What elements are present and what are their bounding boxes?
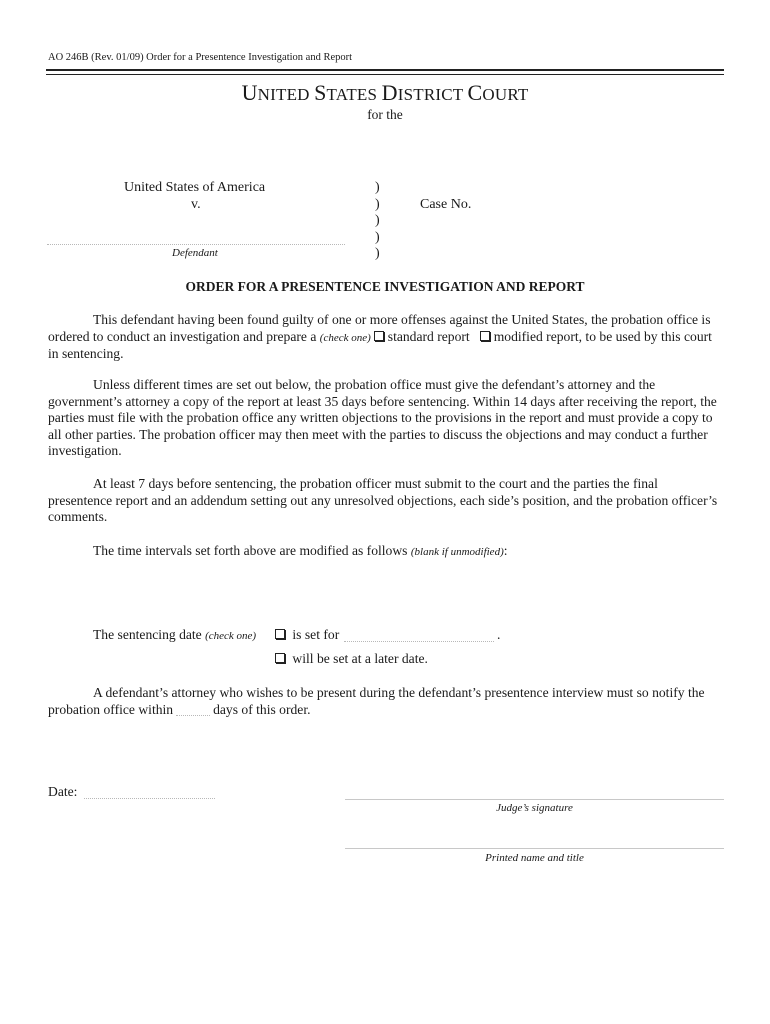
case-number-label: Case No.	[420, 197, 472, 212]
modified-report-checkbox[interactable]	[480, 331, 490, 341]
header-rule-thick	[46, 69, 724, 71]
versus-label: v.	[191, 197, 201, 212]
defendant-name-field[interactable]	[47, 244, 345, 245]
standard-report-checkbox[interactable]	[374, 331, 384, 341]
paragraph-interview-notice: A defendant’s attorney who wishes to be present during the defendant’s presentence interview must so notify the probation office within days of this order.	[48, 685, 705, 717]
days-field[interactable]	[176, 703, 210, 716]
date-field[interactable]	[84, 798, 215, 799]
form-identifier: AO 246B (Rev. 01/09) Order for a Presentence Investigation and Report	[48, 52, 353, 63]
caption-parentheses: ) ) ) ) )	[375, 180, 380, 261]
printed-name-line[interactable]	[345, 848, 724, 849]
header-rule-thin	[46, 74, 724, 75]
plaintiff-name: United States of America	[124, 180, 266, 195]
date-label: Date:	[48, 784, 78, 799]
judge-signature-line[interactable]	[345, 799, 724, 800]
court-subtitle: for the	[367, 107, 403, 122]
paragraph-deadlines: Unless different times are set out below, the probation office must give the defendant’s attorney and the government’s attorney a copy of the report at least 35 days before sentencing. Within 14 days after receiving the report, the parties must file with the probation office any written objections to the provisions in the report and must provide a copy to all other parties. The probation officer may then meet with the parties to discuss the objections and may conduct a further investigation.	[48, 377, 717, 459]
printed-name-label: Printed name and title	[485, 852, 584, 864]
paragraph-modified-intervals: The time intervals set forth above are modified as follows (blank if unmodified):	[93, 543, 508, 558]
court-title: UNITED STATES DISTRICT COURT	[241, 80, 529, 105]
sentencing-later-option: will be set at a later date.	[272, 651, 428, 667]
sentencing-period: .	[497, 627, 501, 642]
paragraph-report-type: This defendant having been found guilty of one or more offenses against the United States, the probation office is ordered to conduct an investigation and prepare a (check one) standard report modified report, to be used by this court in sentencing.	[48, 312, 712, 362]
paragraph-final-report: At least 7 days before sentencing, the probation officer must submit to the court and the parties the final presentence report and an addendum setting out any unresolved objections, each side’s position, and the probation officer’s comments.	[48, 476, 718, 525]
sentencing-date-label: The sentencing date (check one)	[93, 627, 257, 642]
defendant-label: Defendant	[172, 247, 218, 259]
set-for-checkbox[interactable]	[275, 629, 285, 639]
sentencing-set-for-option: is set for	[272, 627, 339, 643]
sentencing-date-field[interactable]	[344, 641, 494, 642]
order-title: ORDER FOR A PRESENTENCE INVESTIGATION AND REPORT	[185, 279, 585, 294]
judge-signature-label: Judge’s signature	[496, 802, 573, 814]
later-date-checkbox[interactable]	[275, 653, 285, 663]
